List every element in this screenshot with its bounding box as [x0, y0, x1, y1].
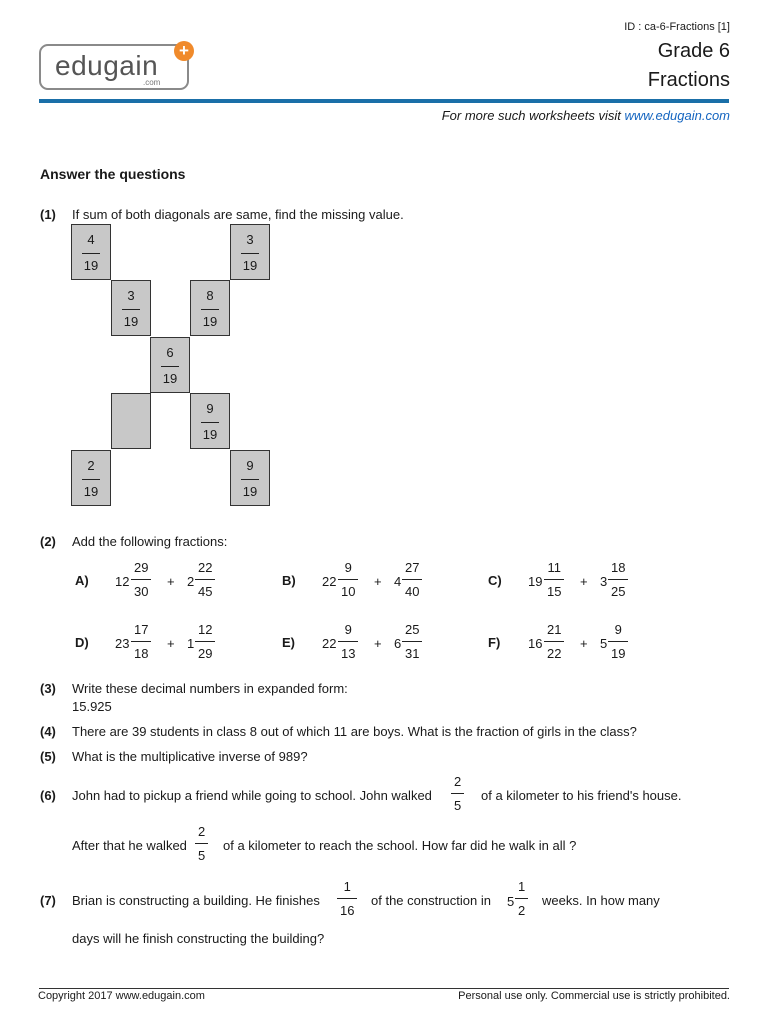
question-1-text: If sum of both diagonals are same, find the missing value.	[72, 207, 404, 222]
fraction	[131, 622, 151, 661]
question-7-text-a: Brian is constructing a building. He finishes	[72, 893, 320, 908]
cell-numerator: 9	[246, 458, 254, 473]
denominator: 13	[341, 646, 356, 661]
mixed-whole: 16	[528, 636, 543, 651]
fraction-bar	[608, 579, 628, 580]
numerator: 18	[611, 560, 626, 575]
question-6-text-a: John had to pickup a friend while going to school. John walked	[72, 788, 432, 803]
grid-cell	[71, 224, 111, 280]
fraction	[195, 560, 215, 599]
numerator: 27	[405, 560, 420, 575]
grid-cell	[230, 224, 270, 280]
numerator: 9	[614, 622, 622, 637]
cell-denominator: 19	[123, 314, 139, 329]
footer-notice: Personal use only. Commercial use is strictly prohibited.	[458, 990, 730, 1002]
cell-fraction-bar	[241, 479, 259, 480]
question-6-number: (6)	[40, 788, 56, 803]
fraction-bar	[131, 641, 151, 642]
fraction	[337, 879, 357, 918]
denominator: 5	[198, 848, 206, 863]
grid-cell	[71, 450, 111, 506]
question-6-text-c: After that he walked	[72, 838, 187, 853]
fraction-bar	[544, 641, 564, 642]
grade-title: Grade 6	[657, 40, 730, 62]
fraction	[451, 774, 464, 813]
option-label: E)	[282, 635, 295, 650]
mixed-whole: 19	[528, 574, 543, 589]
denominator: 16	[340, 903, 355, 918]
question-3-text: Write these decimal numbers in expanded form:	[72, 681, 348, 696]
fraction-bar	[338, 579, 358, 580]
denominator: 45	[198, 584, 213, 599]
option-label: F)	[488, 635, 501, 650]
fraction-bar	[337, 898, 357, 899]
question-4-text: There are 39 students in class 8 out of which 11 are boys. What is the fraction of girls in the class?	[72, 724, 637, 739]
edugain-logo	[39, 44, 189, 90]
plus-sign: +	[374, 574, 382, 589]
denominator: 10	[341, 584, 356, 599]
grid-cell	[111, 280, 151, 336]
fraction-bar	[195, 579, 215, 580]
cell-fraction-bar	[161, 366, 179, 367]
mixed-whole: 22	[322, 636, 337, 651]
footer-rule	[39, 988, 729, 989]
fraction-bar	[402, 641, 422, 642]
question-1-number: (1)	[40, 207, 56, 222]
more-worksheets-line	[442, 108, 730, 123]
subject-title: Fractions	[647, 69, 730, 91]
cell-numerator: 8	[206, 288, 214, 303]
question-7-text-c: weeks. In how many	[542, 893, 660, 908]
numerator: 1	[518, 879, 526, 894]
question-5-text: What is the multiplicative inverse of 989?	[72, 749, 308, 764]
cell-numerator: 9	[206, 401, 214, 416]
mixed-whole: 22	[322, 574, 337, 589]
mixed-whole: 12	[115, 574, 130, 589]
fraction-bar	[131, 579, 151, 580]
logo-com-suffix: .com	[143, 78, 161, 87]
denominator: 5	[454, 798, 462, 813]
cell-fraction-bar	[122, 309, 140, 310]
denominator: 15	[547, 584, 562, 599]
numerator: 12	[198, 622, 213, 637]
fraction	[515, 879, 528, 918]
fraction	[402, 560, 422, 599]
option-label: A)	[75, 573, 89, 588]
question-2-number: (2)	[40, 534, 56, 549]
numerator: 17	[134, 622, 149, 637]
cell-denominator: 19	[83, 484, 99, 499]
plus-sign: +	[580, 574, 588, 589]
numerator: 22	[198, 560, 213, 575]
numerator: 2	[454, 774, 462, 789]
plus-sign: +	[374, 636, 382, 651]
cell-fraction-bar	[241, 253, 259, 254]
fraction	[338, 622, 358, 661]
cell-fraction-bar	[201, 422, 219, 423]
cell-numerator: 3	[127, 288, 135, 303]
edugain-link[interactable]: www.edugain.com	[624, 108, 730, 123]
denominator: 19	[611, 646, 626, 661]
mixed-whole: 5	[507, 894, 515, 909]
fraction	[608, 622, 628, 661]
cell-denominator: 19	[202, 314, 218, 329]
question-5-number: (5)	[40, 749, 56, 764]
denominator: 30	[134, 584, 149, 599]
numerator: 25	[405, 622, 420, 637]
cell-denominator: 19	[83, 258, 99, 273]
cell-numerator: 4	[87, 232, 95, 247]
fraction	[608, 560, 628, 599]
plus-sign: +	[167, 636, 175, 651]
fraction	[195, 824, 208, 863]
cell-numerator: 6	[166, 345, 174, 360]
fraction	[402, 622, 422, 661]
cell-fraction-bar	[82, 253, 100, 254]
mixed-whole: 23	[115, 636, 130, 651]
fraction-bar	[195, 641, 215, 642]
mixed-whole: 6	[394, 636, 402, 651]
cell-denominator: 19	[162, 371, 178, 386]
more-worksheets-prefix: For more such worksheets visit	[441, 108, 625, 123]
fraction-bar	[544, 579, 564, 580]
grid-cell	[230, 450, 270, 506]
numerator: 29	[134, 560, 149, 575]
cell-denominator: 19	[242, 258, 258, 273]
mixed-whole: 5	[600, 636, 608, 651]
question-2-text: Add the following fractions:	[72, 534, 228, 549]
logo-wordmark: edugain	[55, 50, 159, 81]
plus-sign: +	[167, 574, 175, 589]
fraction-bar	[338, 641, 358, 642]
denominator: 40	[405, 584, 420, 599]
question-6-text-b: of a kilometer to his friend's house.	[481, 788, 682, 803]
fraction	[338, 560, 358, 599]
question-4-number: (4)	[40, 724, 56, 739]
fraction-bar	[515, 898, 528, 899]
cell-numerator: 3	[246, 232, 254, 247]
denominator: 18	[134, 646, 149, 661]
mixed-whole: 2	[187, 574, 195, 589]
question-7-text-b: of the construction in	[371, 893, 491, 908]
numerator: 11	[547, 560, 561, 575]
mixed-whole: 4	[394, 574, 402, 589]
fraction-bar	[195, 843, 208, 844]
numerator: 9	[344, 622, 352, 637]
fraction	[195, 622, 215, 661]
question-7-number: (7)	[40, 893, 56, 908]
worksheet-id: ID : ca-6-Fractions [1]	[624, 21, 730, 33]
grid-cell	[150, 337, 190, 393]
fraction-bar	[402, 579, 422, 580]
fraction-bar	[608, 641, 628, 642]
fraction-bar	[451, 793, 464, 794]
option-label: C)	[488, 573, 502, 588]
cell-numerator: 2	[87, 458, 95, 473]
numerator: 21	[547, 622, 562, 637]
plus-sign: +	[580, 636, 588, 651]
grid-cell	[190, 393, 230, 449]
fraction	[131, 560, 151, 599]
cell-fraction-bar	[201, 309, 219, 310]
numerator: 1	[343, 879, 351, 894]
option-label: B)	[282, 573, 296, 588]
denominator: 2	[518, 903, 526, 918]
question-3-value: 15.925	[72, 699, 112, 714]
mixed-whole: 1	[187, 636, 195, 651]
fraction	[544, 622, 564, 661]
section-title: Answer the questions	[40, 166, 186, 182]
denominator: 29	[198, 646, 213, 661]
mixed-whole: 3	[600, 574, 608, 589]
cell-fraction-bar	[82, 479, 100, 480]
denominator: 31	[405, 646, 420, 661]
cell-denominator: 19	[242, 484, 258, 499]
question-6-text-d: of a kilometer to reach the school. How far did he walk in all ?	[223, 838, 577, 853]
logo-plus-icon: +	[174, 41, 194, 61]
option-label: D)	[75, 635, 89, 650]
missing-value-cell[interactable]	[111, 393, 151, 449]
cell-denominator: 19	[202, 427, 218, 442]
footer-copyright: Copyright 2017 www.edugain.com	[38, 990, 205, 1002]
question-7-text-d: days will he finish constructing the building?	[72, 931, 325, 946]
fraction	[544, 560, 564, 599]
numerator: 2	[198, 824, 206, 839]
question-3-number: (3)	[40, 681, 56, 696]
denominator: 25	[611, 584, 626, 599]
grid-cell	[190, 280, 230, 336]
header-rule	[39, 99, 729, 103]
numerator: 9	[344, 560, 352, 575]
denominator: 22	[547, 646, 562, 661]
